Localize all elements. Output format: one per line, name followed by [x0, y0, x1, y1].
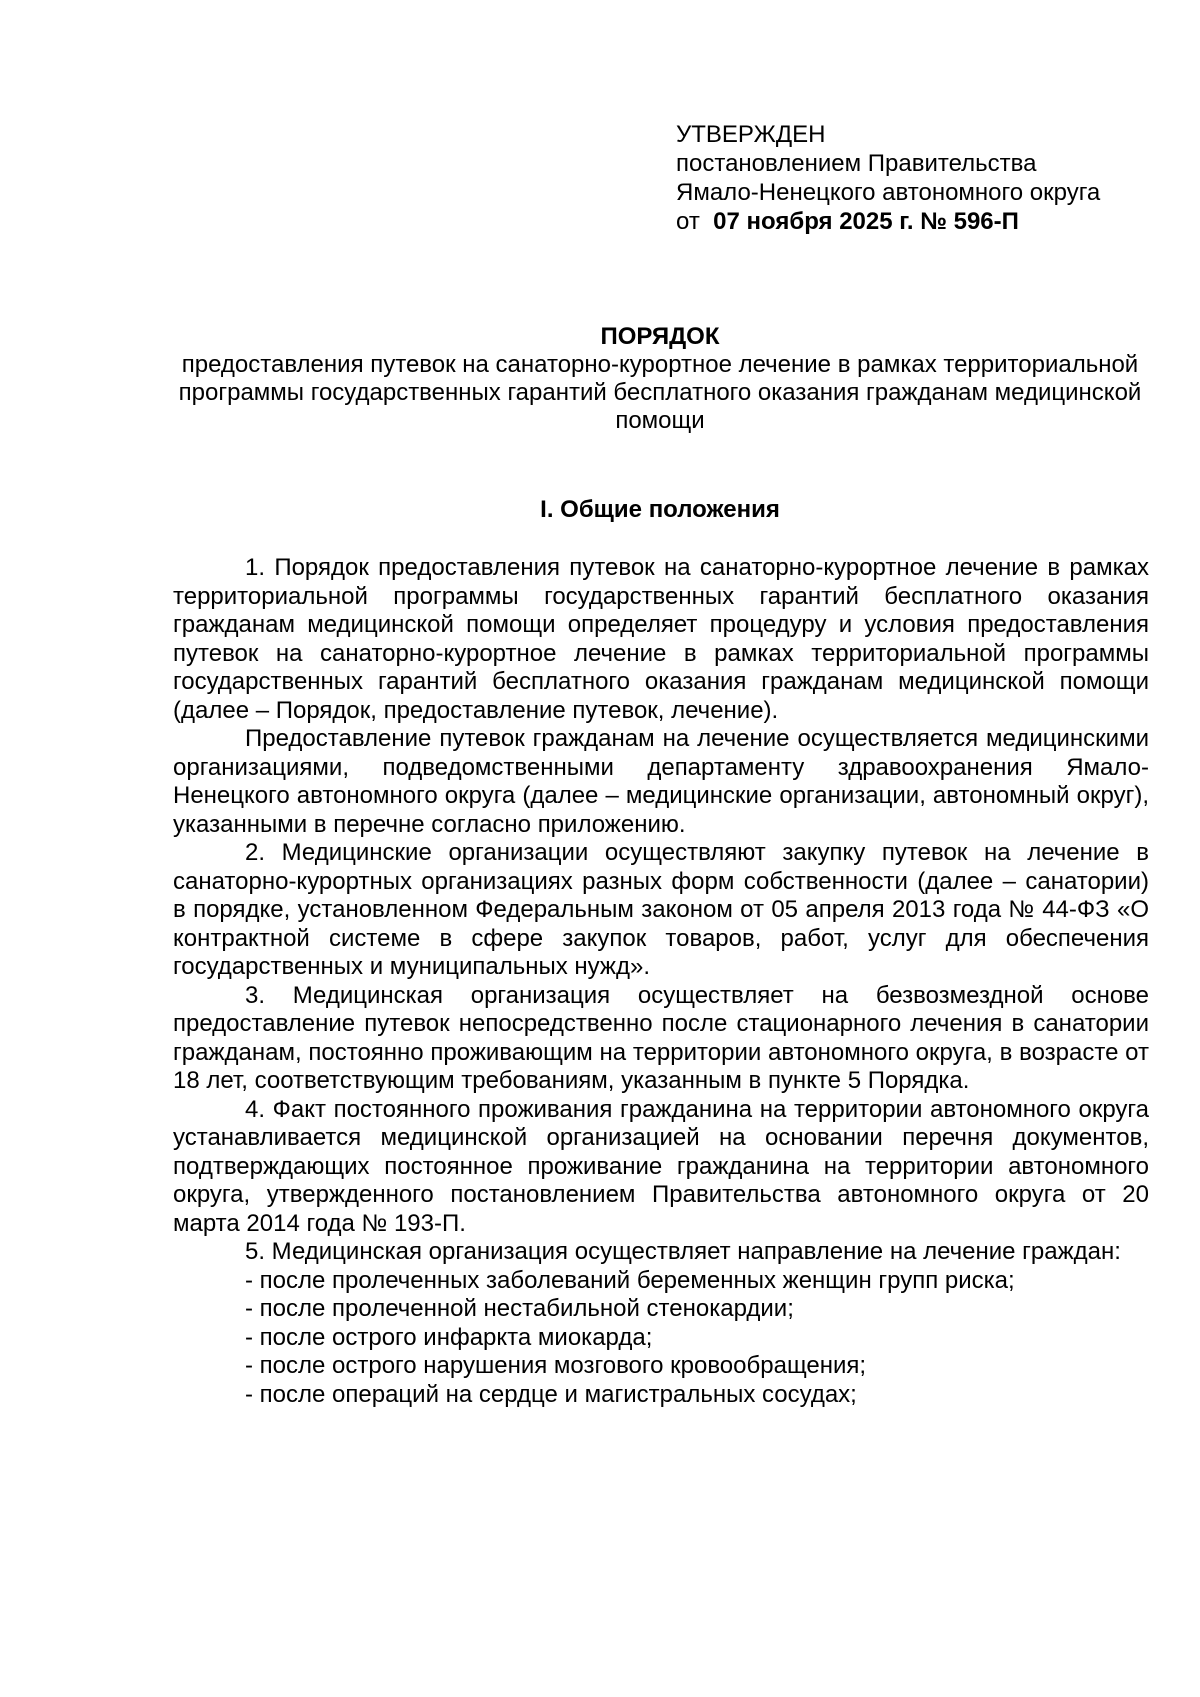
document-title-block: [160, 323, 1160, 435]
approval-date-line: [676, 207, 1156, 236]
document-subtitle: предоставления путевок на санаторно-курортное лечение в рамках территориальной программы государственных гарантий бесплатного оказания гражданам медицинской помощи: [178, 351, 1142, 434]
list-item: - после пролеченных заболеваний беременных женщин групп риска;: [245, 1266, 1015, 1294]
paragraph-3: 3. Медицинская организация осуществляет на безвозмездной основе предоставление путевок непосредственно после стационарного лечения в санатории гражданам, постоянно проживающим на территории автономного округа, в возрасте от 18 лет, соответствующим требованиям, указанным в пункте 5 Порядка.: [173, 981, 1149, 1094]
document-body: [173, 554, 1149, 1409]
paragraph-5: 5. Медицинская организация осуществляет направление на лечение граждан:: [245, 1238, 1121, 1265]
approval-date-prefix: от: [676, 208, 700, 235]
paragraph-2: 2. Медицинские организации осуществляют закупку путевок на лечение в санаторно-курортных организациях разных форм собственности (далее – санатории) в порядке, установленном Федеральным законом от 05 апреля 2013 года № 44-ФЗ «О контрактной системе в сфере закупок товаров, работ, услуг для обеспечения государственных и муниципальных нужд».: [173, 839, 1149, 980]
approval-stamp: УТВЕРЖДЕН: [676, 121, 826, 148]
approval-block: [676, 120, 1156, 236]
paragraph-4: 4. Факт постоянного проживания гражданина на территории автономного округа устанавливается медицинской организацией на основании перечня документов, подтверждающих постоянное проживание гражданина на территории автономного округа, утвержденного постановлением Правительства автономного округа от 20 марта 2014 года № 193-П.: [173, 1095, 1149, 1237]
approval-line-2: Ямало-Ненецкого автономного округа: [676, 179, 1101, 206]
approval-date-number: 07 ноября 2025 г. № 596-П: [713, 208, 1019, 235]
approval-line-1: постановлением Правительства: [676, 150, 1037, 177]
list-item: - после острого инфаркта миокарда;: [245, 1323, 653, 1351]
conditions-list: [173, 1267, 1149, 1410]
section-heading: I. Общие положения: [540, 496, 780, 523]
paragraph-1-continued: Предоставление путевок гражданам на лечение осуществляется медицинскими организациями, подведомственными департаменту здравоохранения Ямало-Ненецкого автономного округа (далее – медицинские организации, автономный округ), указанными в перечне согласно приложению.: [173, 725, 1149, 838]
document-title: ПОРЯДОК: [600, 323, 720, 350]
list-item: - после операций на сердце и магистральных сосудах;: [245, 1380, 857, 1408]
list-item: - после пролеченной нестабильной стенокардии;: [245, 1295, 794, 1322]
paragraph-1: 1. Порядок предоставления путевок на санаторно-курортное лечение в рамках территориальной программы государственных гарантий бесплатного оказания гражданам медицинской помощи определяет процедуру и условия предоставления путевок на санаторно-курортное лечение в рамках территориальной программы государственных гарантий бесплатного оказания гражданам медицинской помощи (далее – Порядок, предоставление путевок, лечение).: [173, 554, 1149, 724]
list-item: - после острого нарушения мозгового кровообращения;: [245, 1352, 867, 1379]
